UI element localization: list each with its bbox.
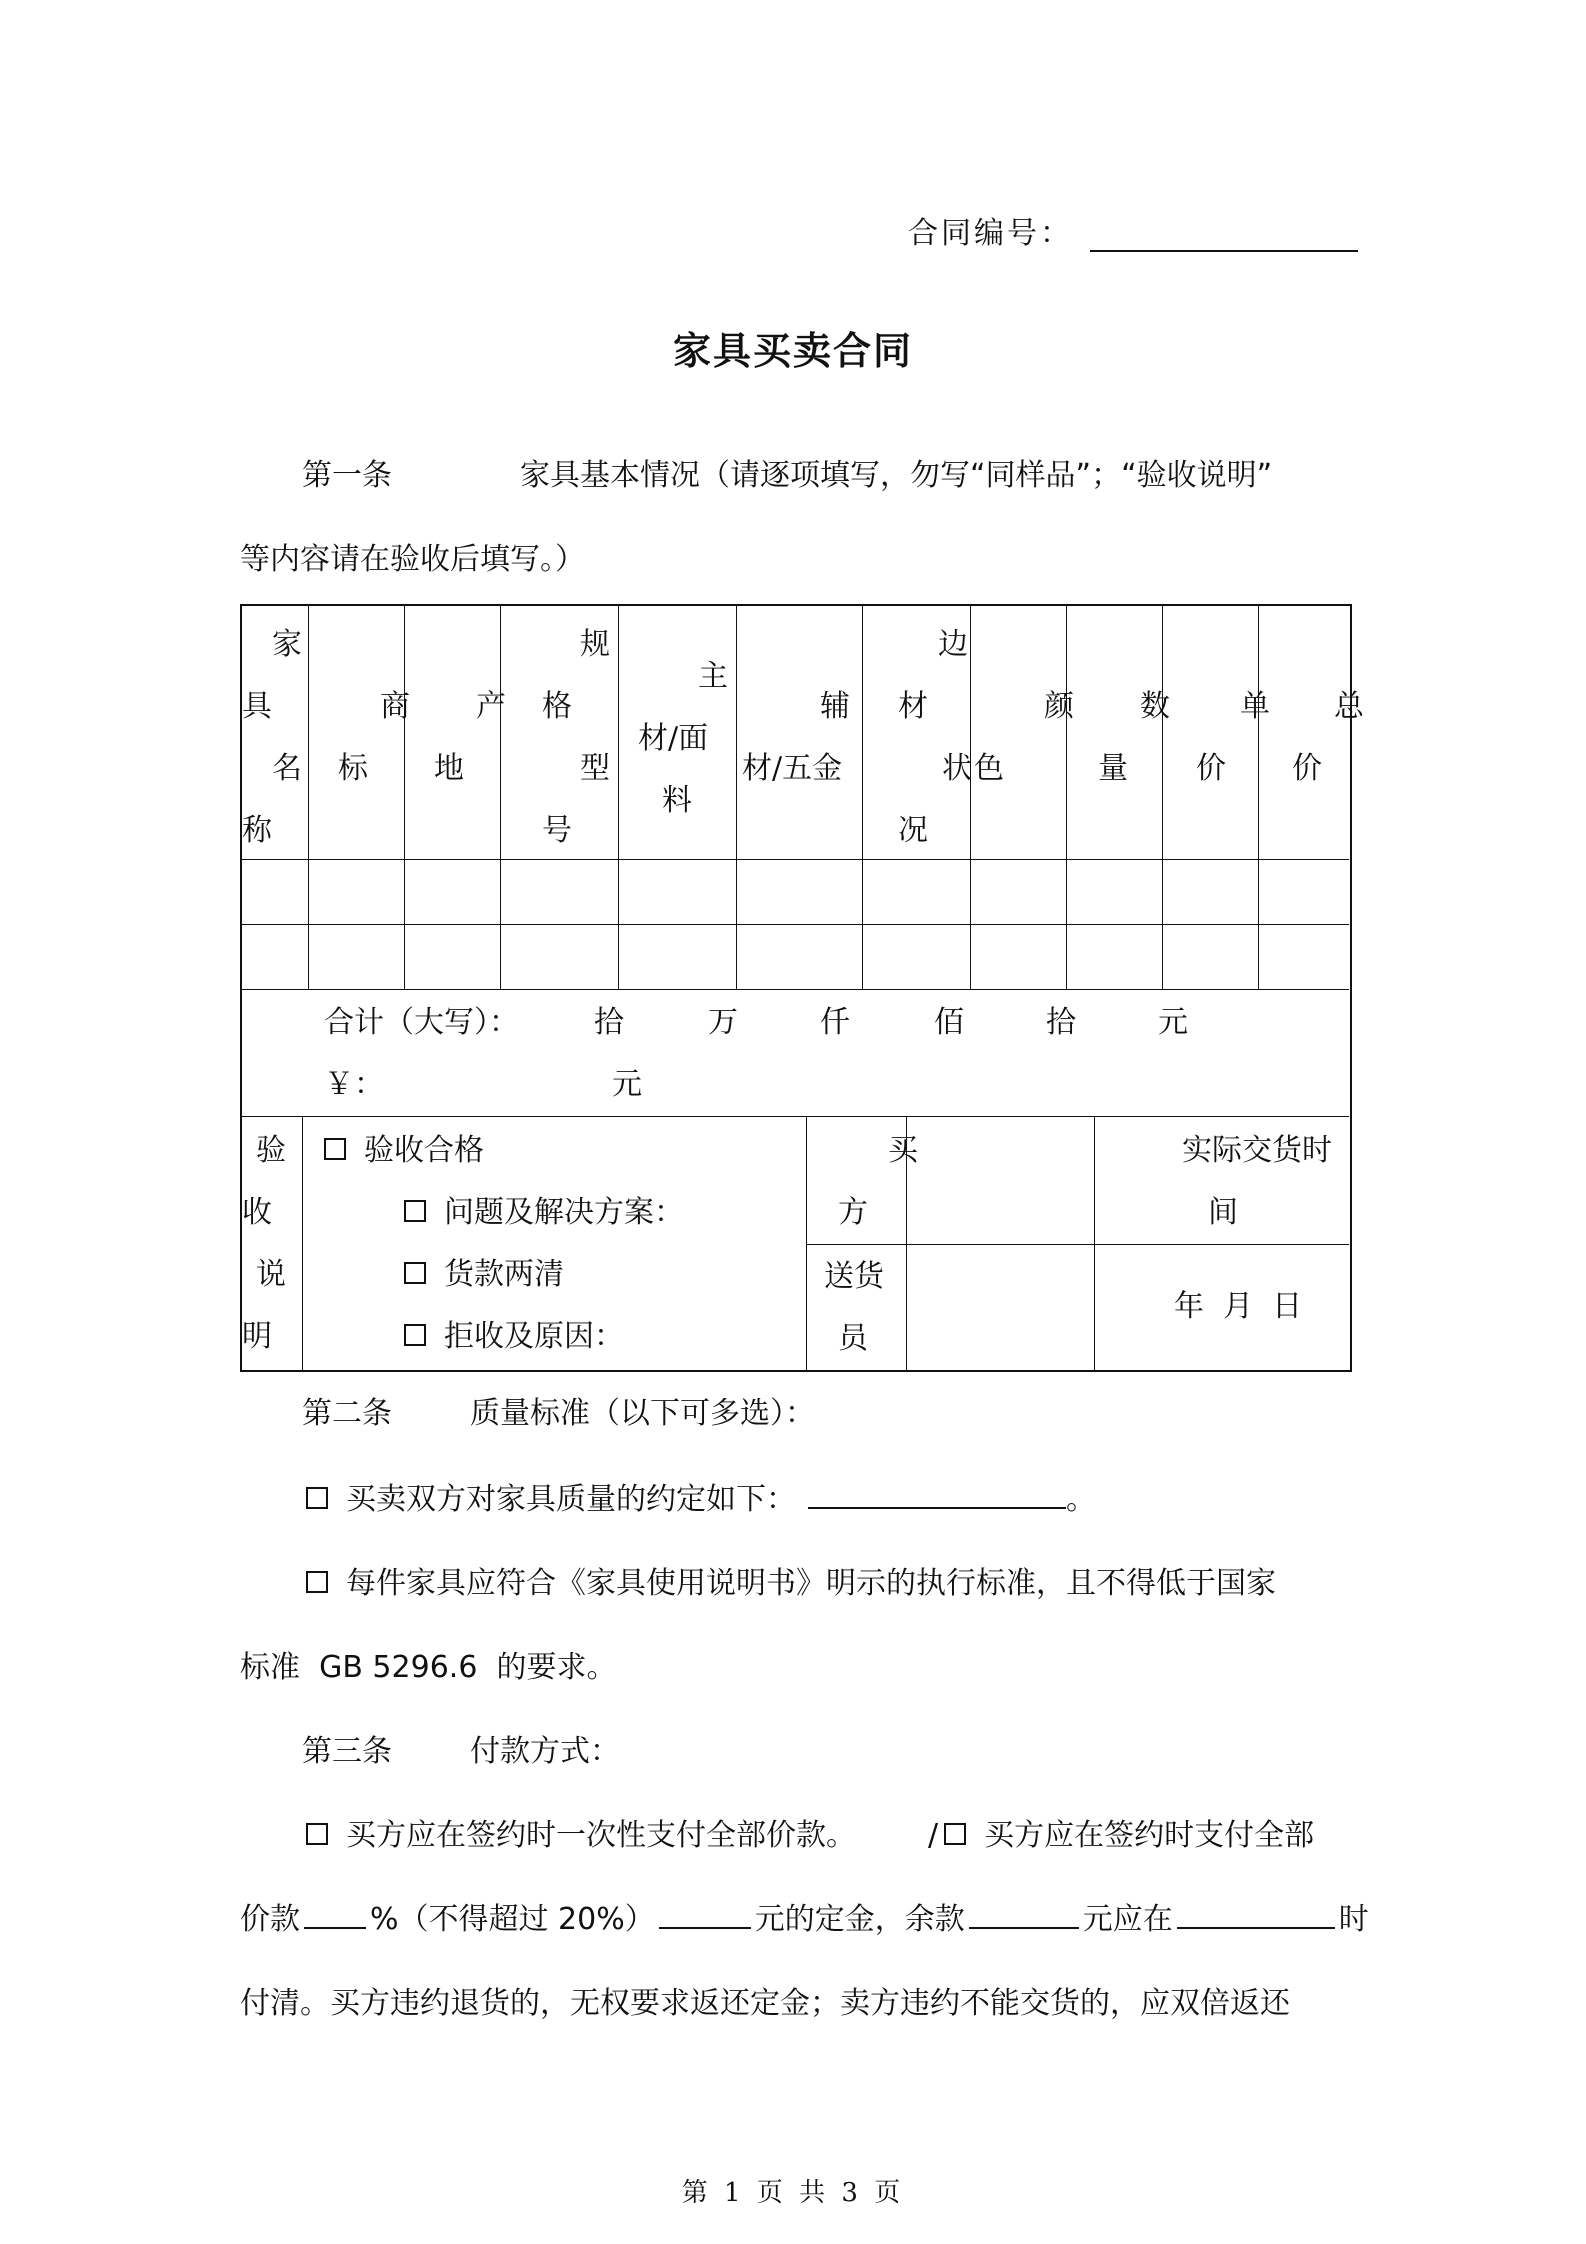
article2-option2[interactable]: 每件家具应符合《家具使用说明书》明示的执行标准，且不得低于国家 <box>306 1558 1276 1602</box>
header-furniture-name-2: 具 <box>242 689 272 724</box>
total-unit-bai: 佰 <box>934 1005 964 1040</box>
header-spec-3: 型 <box>580 751 610 786</box>
checkbox-icon[interactable] <box>944 1823 966 1845</box>
header-spec-1: 规 <box>580 627 610 662</box>
furniture-table <box>240 604 1364 1372</box>
header-furniture-name-1: 家 <box>272 627 302 662</box>
total-amount-label: 合计（大写）： <box>324 1005 519 1040</box>
header-origin-2: 地 <box>434 751 464 786</box>
total-yuan-unit: 元 <box>612 1067 642 1102</box>
total-unit-qian: 仟 <box>820 1005 850 1040</box>
total-unit-shi-wan: 拾 <box>594 1005 624 1040</box>
buyer-label-2: 方 <box>838 1195 868 1230</box>
article1-text-line2: 等内容请在验收后填写。） <box>240 542 585 577</box>
article3-line3: 付清。买方违约退货的，无权要求返还定金；卖方违约不能交货的，应双倍返还 <box>240 1986 1290 2021</box>
header-color-1: 颜 <box>1044 689 1074 724</box>
acceptance-label-4: 明 <box>242 1319 272 1354</box>
checkbox-icon[interactable] <box>404 1200 426 1222</box>
actual-delivery-time-label-2: 间 <box>1208 1195 1238 1230</box>
checkbox-icon[interactable] <box>306 1823 328 1845</box>
header-spec-4: 号 <box>542 813 572 848</box>
acceptance-option-passed[interactable]: 验收合格 <box>324 1120 484 1182</box>
header-spec-2: 格 <box>542 689 572 724</box>
header-quantity-1: 数 <box>1140 689 1170 724</box>
header-aux-material-2: 材/五金 <box>742 751 843 786</box>
delivery-person-label-2: 员 <box>838 1321 868 1356</box>
actual-delivery-time-label-1: 实际交货时 <box>1182 1133 1332 1168</box>
header-edge-1: 边 <box>938 627 968 662</box>
deposit-percent-field[interactable] <box>304 1895 366 1929</box>
contract-number-label: 合同编号： <box>908 216 1073 251</box>
article2-option2-line2: 标准 GB 5296.6 的要求。 <box>240 1650 617 1685</box>
header-origin-1: 产 <box>476 689 506 724</box>
total-unit-yuan: 元 <box>1158 1005 1188 1040</box>
article2-text: 质量标准（以下可多选）： <box>470 1396 815 1431</box>
total-unit-wan: 万 <box>708 1005 738 1040</box>
header-brand-1: 商 <box>380 689 410 724</box>
buyer-label-1: 买 <box>888 1133 918 1168</box>
header-furniture-name-4: 称 <box>242 813 272 848</box>
checkbox-icon[interactable] <box>404 1262 426 1284</box>
header-main-material-1: 主 <box>698 659 728 694</box>
acceptance-option-issues[interactable]: 问题及解决方案： <box>404 1182 684 1244</box>
header-edge-2: 材 <box>898 689 928 724</box>
acceptance-label-2: 收 <box>242 1195 272 1230</box>
acceptance-label-3: 说 <box>256 1257 286 1292</box>
checkbox-icon[interactable] <box>306 1487 328 1509</box>
article1-label: 第一条 <box>302 458 392 493</box>
page-number: 第 1 页 共 3 页 <box>681 2178 905 2208</box>
header-unit-price-2: 价 <box>1196 751 1226 786</box>
header-brand-2: 标 <box>338 751 368 786</box>
balance-amount-field[interactable] <box>969 1895 1079 1929</box>
balance-time-field[interactable] <box>1177 1895 1335 1929</box>
article3-text: 付款方式： <box>470 1734 620 1769</box>
checkbox-icon[interactable] <box>306 1571 328 1593</box>
article3-option2[interactable]: / 买方应在签约时支付全部 <box>928 1818 1315 1853</box>
total-unit-shi: 拾 <box>1046 1005 1076 1040</box>
header-total-price-1: 总 <box>1334 689 1364 724</box>
header-color-2: 色 <box>974 751 1004 786</box>
delivery-date-label: 年 月 日 <box>1174 1289 1303 1324</box>
contract-number-field[interactable] <box>1090 250 1358 252</box>
deposit-amount-field[interactable] <box>659 1895 751 1929</box>
acceptance-option-rejected[interactable]: 拒收及原因： <box>404 1306 624 1368</box>
header-edge-4: 况 <box>898 813 928 848</box>
acceptance-label-1: 验 <box>256 1133 286 1168</box>
delivery-person-label-1: 送货 <box>824 1259 884 1294</box>
checkbox-icon[interactable] <box>324 1138 346 1160</box>
header-furniture-name-3: 名 <box>272 751 302 786</box>
header-total-price-2: 价 <box>1292 751 1322 786</box>
article3-option1[interactable]: 买方应在签约时一次性支付全部价款。 <box>306 1810 856 1854</box>
header-quantity-2: 量 <box>1098 751 1128 786</box>
article3-line2: 价款 %（不得超过 20%） 元的定金，余款 元应在 时 <box>240 1894 1369 1938</box>
header-main-material-2: 材/面 <box>638 721 709 756</box>
quality-agreement-field[interactable] <box>808 1475 1066 1509</box>
total-yuan-symbol: ￥： <box>324 1067 384 1102</box>
header-unit-price-1: 单 <box>1240 689 1270 724</box>
article3-label: 第三条 <box>302 1734 392 1769</box>
header-edge-3: 状 <box>942 751 972 786</box>
article1-text-line1: 家具基本情况（请逐项填写，勿写“同样品”；“验收说明” <box>520 458 1273 493</box>
header-aux-material-1: 辅 <box>820 689 850 724</box>
acceptance-option-paid[interactable]: 货款两清 <box>404 1244 564 1306</box>
article2-label: 第二条 <box>302 1396 392 1431</box>
document-title: 家具买卖合同 <box>672 329 913 373</box>
checkbox-icon[interactable] <box>404 1324 426 1346</box>
article2-option1[interactable]: 买卖双方对家具质量的约定如下： 。 <box>306 1474 1096 1518</box>
header-main-material-3: 料 <box>662 783 692 818</box>
